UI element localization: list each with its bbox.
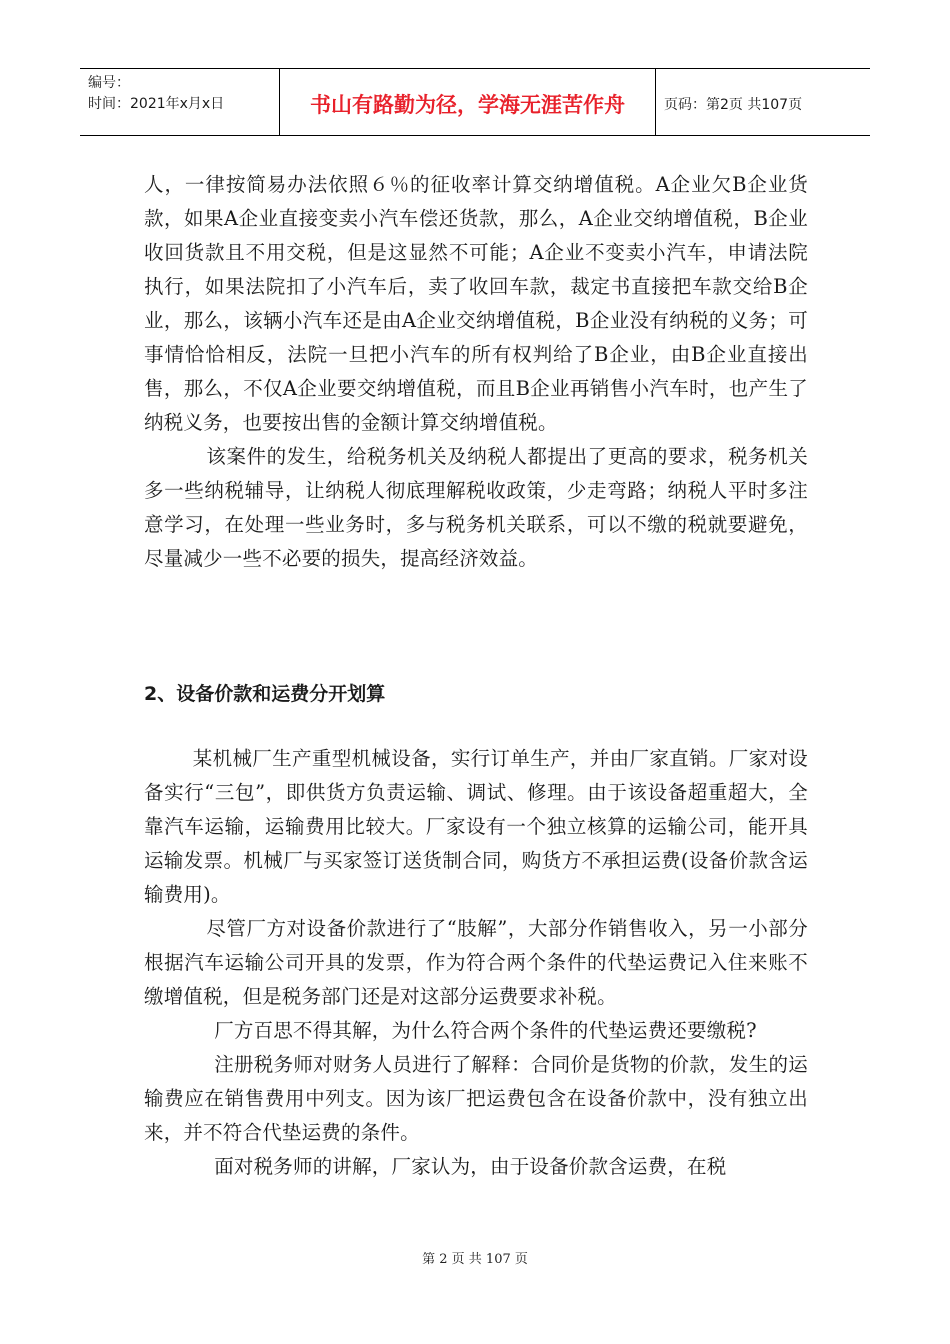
document-body [144, 168, 808, 576]
paragraph: 尽管厂方对设备价款进行了“肢解”，大部分作销售收入，另一小部分根据汽车运输公司开具的发票，作为符合两个条件的代垫运费记入住来账不缴增值税，但是税务部门还是对这部分运费要求补税。 [144, 917, 808, 1008]
paragraph: 面对税务师的讲解，厂家认为，由于设备价款含运费，在税 [214, 1155, 727, 1178]
header-motto: 书山有路勤为径，学海无涯苦作舟 [280, 69, 656, 135]
section-title: 2、设备价款和运费分开划算 [144, 683, 386, 705]
document-number: 编号： [88, 75, 130, 91]
paragraph: 厂方百思不得其解，为什么符合两个条件的代垫运费还要缴税? [214, 1019, 757, 1042]
document-date: 时间：2021年x月x日 [88, 96, 225, 112]
paragraph: 该案件的发生，给税务机关及纳税人都提出了更高的要求，税务机关多一些纳税辅导，让纳税人彻底理解税收政策，少走弯路；纳税人平时多注意学习，在处理一些业务时，多与税务机关联系，可以不缴的税就要避免，尽量减少一些不必要的损失，提高经济效益。 [144, 445, 808, 570]
paragraph: 某机械厂生产重型机械设备，实行订单生产，并由厂家直销。厂家对设备实行“三包”，即供货方负责运输、调试、修理。由于该设备超重超大，全靠汽车运输，运输费用比较大。厂家设有一个独立核算的运输公司，能开具运输发票。机械厂与买家签订送货制合同，购货方不承担运费(设备价款含运输费用)。 [144, 747, 808, 906]
section-body [144, 742, 808, 1184]
page-footer: 第 2 页 共 107 页 [422, 1252, 528, 1267]
paragraph: 人，一律按简易办法依照６％的征收率计算交纳增值税。A企业欠B企业货款，如果A企业直接变卖小汽车偿还货款，那么，A企业交纳增值税，B企业收回货款且不用交税，但是这显然不可能；A企业不变卖小汽车，申请法院执行，如果法院扣了小汽车后，卖了收回车款，裁定书直接把车款交给B企业，那么，该辆小汽车还是由A企业交纳增值税，B企业没有纳税的义务；可事情恰恰相反，法院一旦把小汽车的所有权判给了B企业，由B企业直接出售，那么，不仅A企业要交纳增值税，而且B企业再销售小汽车时，也产生了纳税义务，也要按出售的金额计算交纳增值税。 [144, 173, 808, 434]
header-page-number: 页码：第2页 共107页 [664, 97, 803, 113]
header-meta [80, 69, 280, 135]
document-header [80, 68, 870, 136]
section-heading [144, 678, 808, 710]
paragraph: 注册税务师对财务人员进行了解释：合同价是货物的价款，发生的运输费应在销售费用中列支。因为该厂把运费包含在设备价款中，没有独立出来，并不符合代垫运费的条件。 [144, 1053, 808, 1144]
